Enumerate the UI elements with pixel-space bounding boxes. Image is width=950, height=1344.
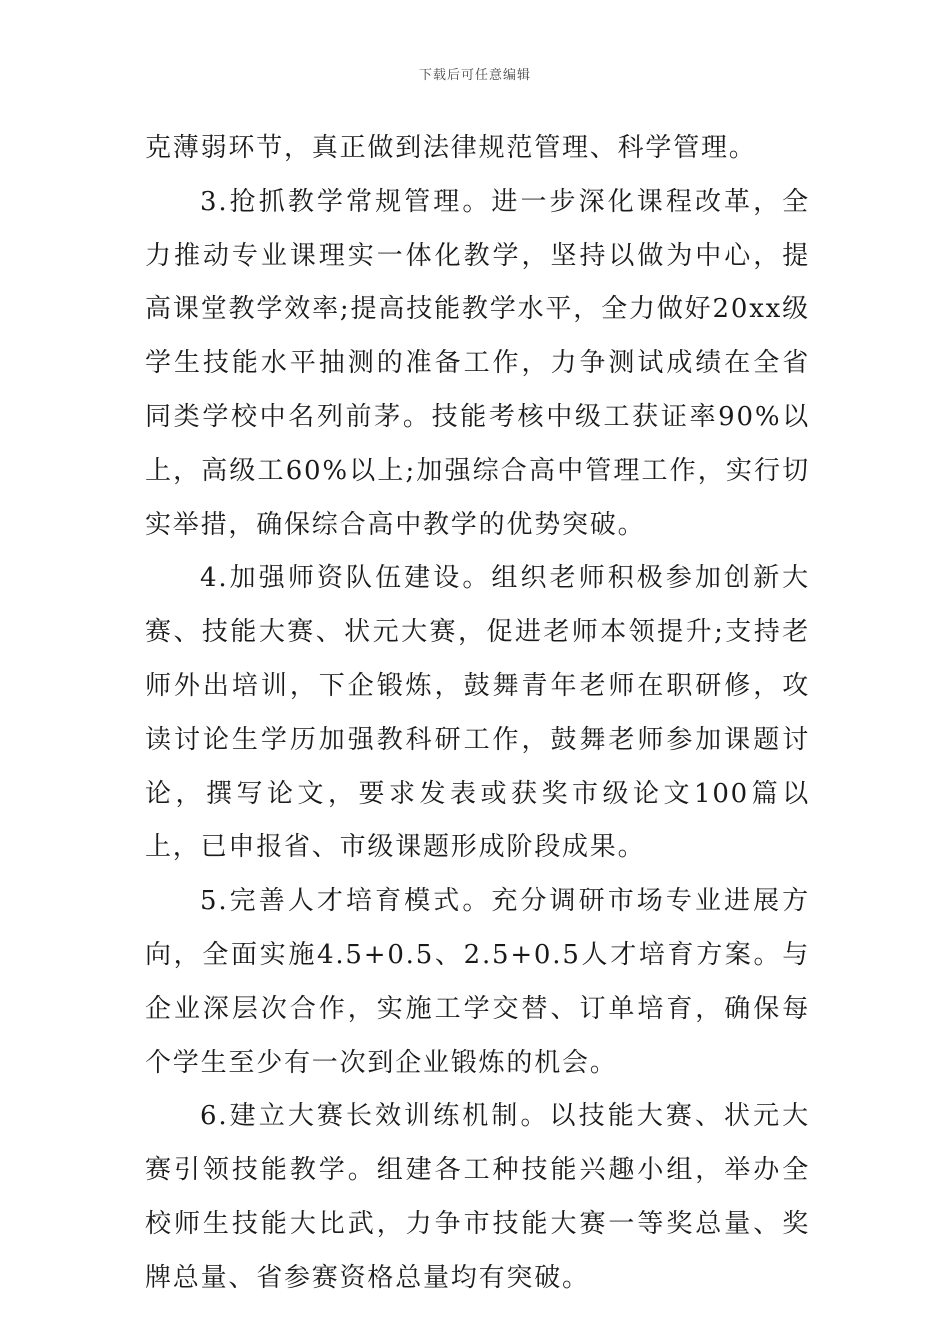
- paragraph-item-5: 5.完善人才培育模式。充分调研市场专业进展方向，全面实施4.5+0.5、2.5+0.5人才培育方案。与企业深层次合作，实施工学交替、订单培育，确保每个学生至少有一次到企业锻炼的机会。: [145, 886, 810, 1078]
- paragraph-item-4: 4.加强师资队伍建设。组织老师积极参加创新大赛、技能大赛、状元大赛，促进老师本领提升;支持老师外出培训，下企锻炼，鼓舞青年老师在职研修，攻读讨论生学历加强教科研工作，鼓舞老师参加课题讨论，撰写论文，要求发表或获奖市级论文100篇以上，已申报省、市级课题形成阶段成果。: [145, 563, 810, 863]
- paragraph-item-6: 6.建立大赛长效训练机制。以技能大赛、状元大赛引领技能教学。组建各工种技能兴趣小组，举办全校师生技能大比武，力争市技能大赛一等奖总量、奖牌总量、省参赛资格总量均有突破。: [145, 1101, 810, 1293]
- paragraph-item-3: 3.抢抓教学常规管理。进一步深化课程改革，全力推动专业课理实一体化教学，坚持以做为中心，提高课堂教学效率;提高技能教学水平，全力做好20xx级学生技能水平抽测的准备工作，力争测试成绩在全省同类学校中名列前茅。技能考核中级工获证率90%以上，高级工60%以上;加强综合高中管理工作，实行切实举措，确保综合高中教学的优势突破。: [145, 186, 810, 540]
- paragraph-continuation: 克薄弱环节，真正做到法律规范管理、科学管理。: [145, 133, 757, 163]
- document-body: [145, 122, 810, 1306]
- page-header: 下载后可任意编辑: [418, 68, 531, 83]
